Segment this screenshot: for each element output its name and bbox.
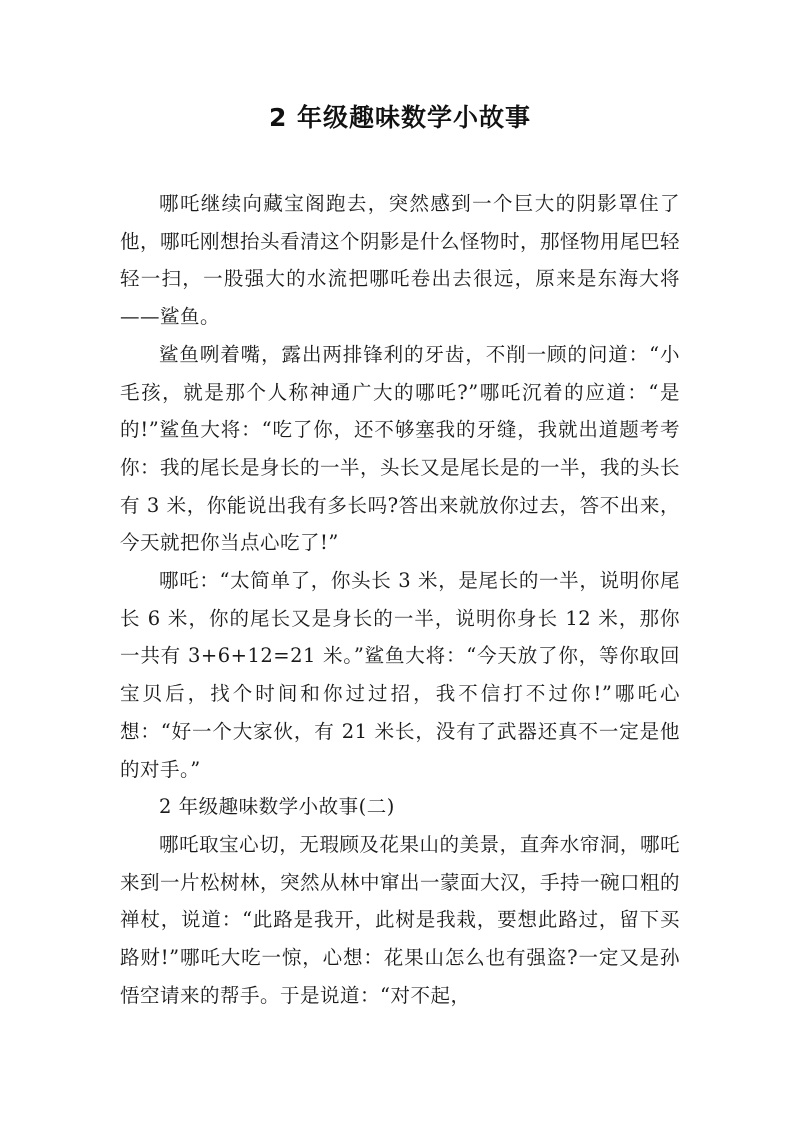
page-title: 2 年级趣味数学小故事	[268, 103, 532, 132]
section-heading: 2 年级趣味数学小故事(二)	[159, 795, 395, 819]
paragraph-2: 鲨鱼咧着嘴，露出两排锋利的牙齿，不削一顾的问道：“小毛孩，就是那个人称神通广大的哪吒?”哪吒沉着的应道：“是的!”鲨鱼大将：“吃了你，还不够塞我的牙缝，我就出道题考考你：我的尾长是身长的一半，头长又是尾长是的一半，我的头长有 3 米，你能说出我有多长吗?答出来就放你过去，答不出来，今天就把你当点心吃了!”	[120, 342, 681, 555]
document-body	[120, 185, 680, 1014]
paragraph-4: 哪吒取宝心切，无瑕顾及花果山的美景，直奔水帘洞，哪吒来到一片松树林，突然从林中窜出一蒙面大汉，手持一碗口粗的禅杖，说道：“此路是我开，此树是我栽，要想此路过，留下买路财!”哪吒大吃一惊，心想：花果山怎么也有强盗?一定又是孙悟空请来的帮手。于是说道：“对不起，	[120, 832, 681, 1007]
paragraph-3: 哪吒：“太简单了，你头长 3 米，是尾长的一半，说明你尾长 6 米，你的尾长又是身长的一半，说明你身长 12 米，那你一共有 3+6+12=21 米。”鲨鱼大将：“今天放了你，等你取回宝贝后，找个时间和你过过招，我不信打不过你!”哪吒心想：“好一个大家伙，有 21 米长，没有了武器还真不一定是他的对手。”	[120, 569, 680, 781]
paragraph-1: 哪吒继续向藏宝阁跑去，突然感到一个巨大的阴影罩住了他，哪吒刚想抬头看清这个阴影是什么怪物时，那怪物用尾巴轻轻一扫，一股强大的水流把哪吒卷出去很远，原来是东海大将——鲨鱼。	[120, 192, 681, 329]
